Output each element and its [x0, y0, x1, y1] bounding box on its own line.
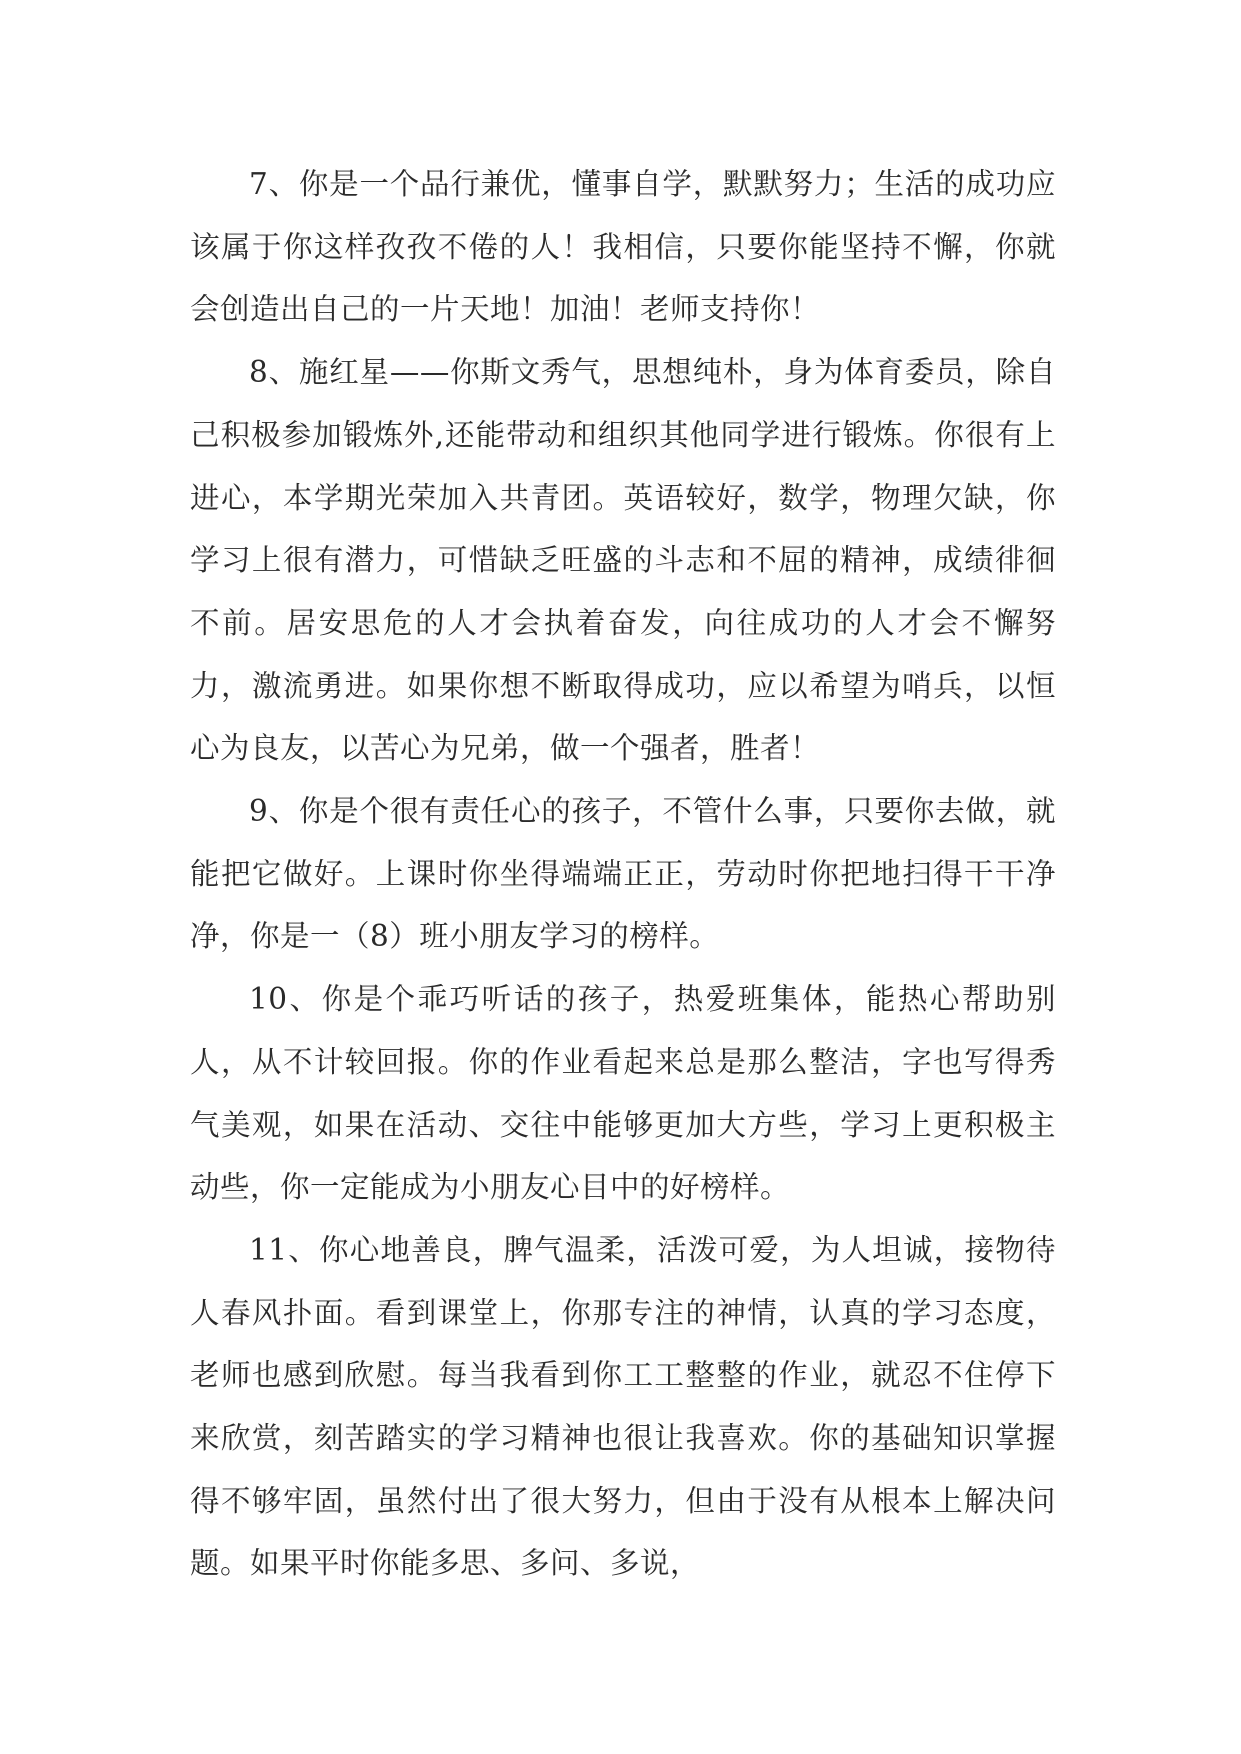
paragraph-11: 11、你心地善良，脾气温柔，活泼可爱，为人坦诚，接物待人春风扑面。看到课堂上，你那专注的神情，认真的学习态度，老师也感到欣慰。每当我看到你工工整整的作业，就忍不住停下来欣赏，刻苦踏实的学习精神也很让我喜欢。你的基础知识掌握得不够牢固，虽然付出了很大努力，但由于没有从根本上解决问题。如果平时你能多思、多问、多说，: [190, 1232, 1056, 1581]
paragraph-7: 7、你是一个品行兼优，懂事自学，默默努力；生活的成功应该属于你这样孜孜不倦的人！我相信，只要你能坚持不懈，你就会创造出自己的一片天地！加油！老师支持你！: [190, 167, 1056, 327]
document-body: [190, 153, 1056, 1595]
paragraph-8: 8、施红星——你斯文秀气，思想纯朴，身为体育委员，除自己积极参加锻炼外,还能带动和组织其他同学进行锻炼。你很有上进心，本学期光荣加入共青团。英语较好，数学，物理欠缺，你学习上很有潜力，可惜缺乏旺盛的斗志和不屈的精神，成绩徘徊不前。居安思危的人才会执着奋发，向往成功的人才会不懈努力，激流勇进。如果你想不断取得成功，应以希望为哨兵，以恒心为良友，以苦心为兄弟，做一个强者，胜者！: [190, 355, 1056, 766]
paragraph-9: 9、你是个很有责任心的孩子，不管什么事，只要你去做，就能把它做好。上课时你坐得端端正正，劳动时你把地扫得干干净净，你是一（8）班小朋友学习的榜样。: [190, 794, 1056, 954]
paragraph-10: 10、你是个乖巧听话的孩子，热爱班集体，能热心帮助别人，从不计较回报。你的作业看起来总是那么整洁，字也写得秀气美观，如果在活动、交往中能够更加大方些，学习上更积极主动些，你一定能成为小朋友心目中的好榜样。: [190, 982, 1056, 1205]
